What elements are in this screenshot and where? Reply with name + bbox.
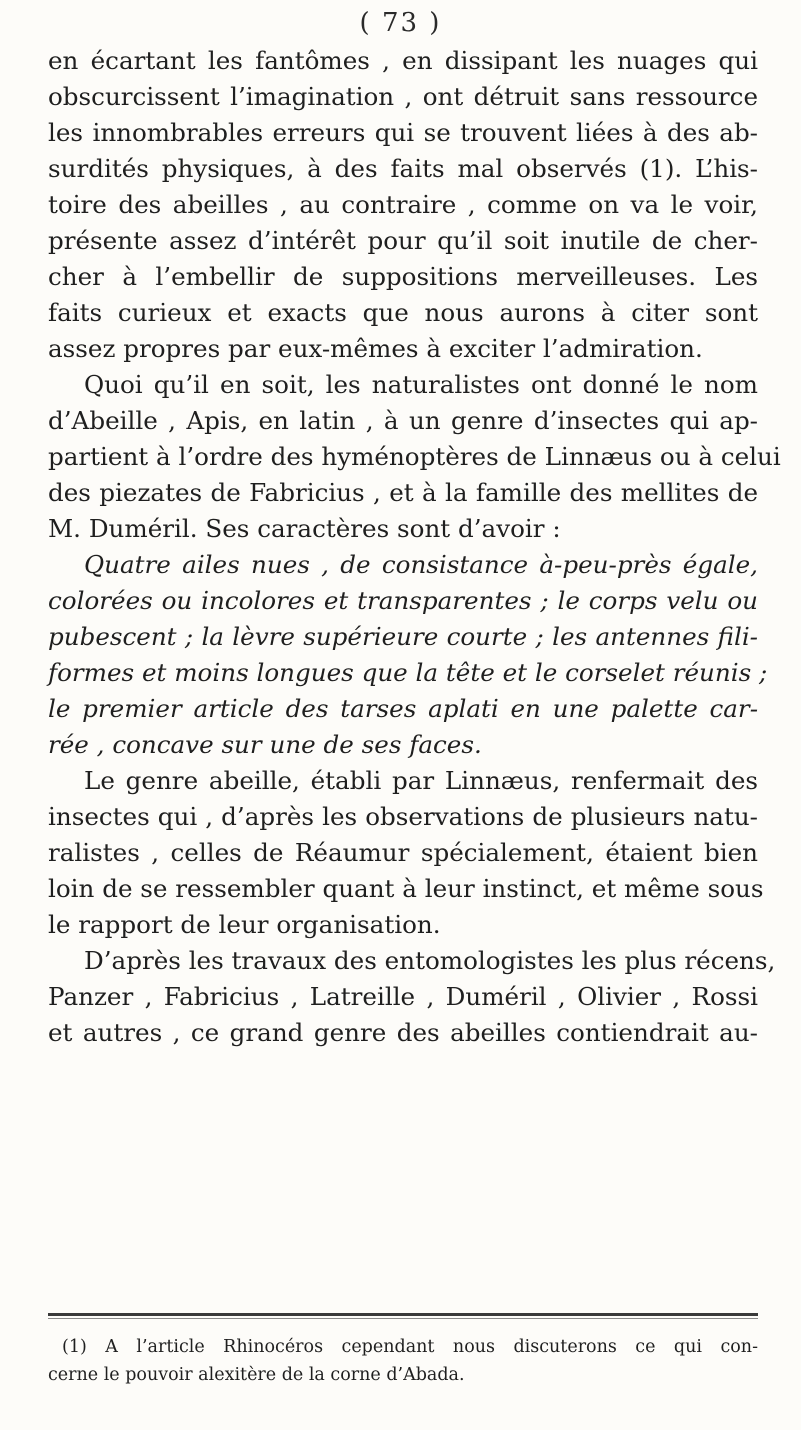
body-line: D’après les travaux des entomologistes les plus récens, <box>84 946 776 975</box>
footnote-line: cerne le pouvoir alexitère de la corne d’Abada. <box>48 1365 465 1385</box>
body-line: le rapport de leur organisation. <box>48 910 441 939</box>
body-line: Quoi qu’il en soit, les naturalistes ont donné le nom <box>84 370 758 399</box>
character-line: le premier article des tarses aplati en une palette car- <box>48 694 758 723</box>
character-line: Quatre ailes nues , de consistance à-peu-près égale, <box>84 550 758 579</box>
body-line: présente assez d’intérêt pour qu’il soit inutile de cher- <box>48 226 758 255</box>
body-line: Le genre abeille, établi par Linnæus, renfermait des <box>84 766 758 795</box>
body-line: obscurcissent l’imagination , ont détruit sans ressource <box>48 82 758 111</box>
footnote-rule-thin <box>48 1318 758 1319</box>
body-line: toire des abeilles , au contraire , comme on va le voir, <box>48 190 758 219</box>
body-line: M. Duméril. Ses caractères sont d’avoir : <box>48 514 561 543</box>
character-line: colorées ou incolores et transparentes ; le corps velu ou <box>48 586 758 615</box>
body-line: les innombrables erreurs qui se trouvent liées à des ab- <box>48 118 758 147</box>
body-line: cher à l’embellir de suppositions merveilleuses. Les <box>48 262 758 291</box>
character-line: rée , concave sur une de ses faces. <box>48 730 482 759</box>
body-line: des piezates de Fabricius , et à la famille des mellites de <box>48 478 758 507</box>
character-line: formes et moins longues que la tête et le corselet réunis ; <box>48 658 768 687</box>
body-line: ralistes , celles de Réaumur spécialement, étaient bien <box>48 838 758 867</box>
footnote-rule <box>48 1313 758 1316</box>
body-line: et autres , ce grand genre des abeilles contiendrait au- <box>48 1018 758 1047</box>
body-line: en écartant les fantômes , en dissipant les nuages qui <box>48 46 758 75</box>
body-line: assez propres par eux-mêmes à exciter l’admiration. <box>48 334 703 363</box>
body-line: faits curieux et exacts que nous aurons à citer sont <box>48 298 758 327</box>
body-line: insectes qui , d’après les observations de plusieurs natu- <box>48 802 758 831</box>
page-number: ( 73 ) <box>359 8 442 38</box>
character-line: pubescent ; la lèvre supérieure courte ; les antennes fili- <box>48 622 758 651</box>
footnote-line: (1) A l’article Rhinocéros cependant nous discuterons ce qui con- <box>62 1337 758 1357</box>
body-line: surdités physiques, à des faits mal observés (1). L’his- <box>48 154 758 183</box>
body-line: loin de se ressembler quant à leur instinct, et même sous <box>48 874 764 903</box>
body-line: partient à l’ordre des hyménoptères de Linnæus ou à celui <box>48 442 781 471</box>
body-line: d’Abeille , Apis, en latin , à un genre d’insectes qui ap- <box>48 406 758 435</box>
body-line: Panzer , Fabricius , Latreille , Duméril , Olivier , Rossi <box>48 982 758 1011</box>
